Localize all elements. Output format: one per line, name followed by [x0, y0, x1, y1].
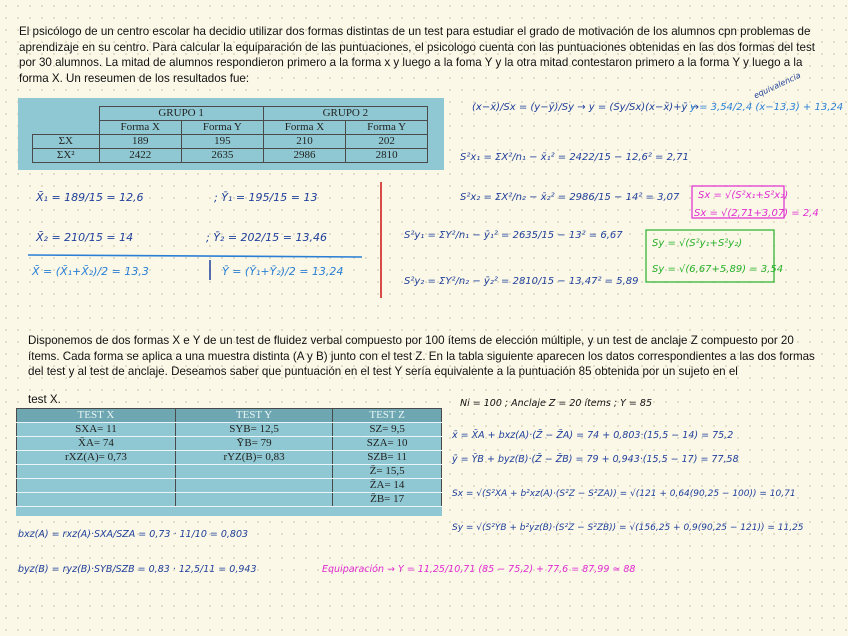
cell [175, 493, 332, 507]
cell: 2986 [263, 149, 346, 163]
var-x2: S²x₂ = ΣX²/n₂ − x̄₂² = 2986/15 − 14² = 3,07 [460, 192, 680, 203]
cell: rXZ(A)= 0,73 [17, 451, 176, 465]
equating-result: y = 3,54/2,4 (x−13,3) + 13,24 [690, 102, 844, 113]
test-header: TEST Y [175, 409, 332, 423]
cell: SXA= 11 [17, 423, 176, 437]
equating-formula: (x−x̄)/Sx = (y−ȳ)/Sy → y = (Sy/Sx)(x−x̄)+ȳ → [472, 102, 700, 113]
test-header: TEST Z [333, 409, 442, 423]
group-header: GRUPO 2 [263, 107, 427, 121]
test-header: TEST X [17, 409, 176, 423]
table-row [17, 479, 442, 493]
mean-y1: ; Ȳ₁ = 195/15 = 13 [214, 191, 318, 204]
var-y2: S²y₂ = ΣY²/n₂ − ȳ₂² = 2810/15 − 13,47² = 5,89 [404, 276, 639, 287]
tucker-mean-x: x̄ = X̄A + bxz(A)·(Z̄ − Z̄A) = 74 + 0,803·(15,5 − 14) = 75,2 [452, 430, 734, 441]
tucker-sy: Sy = √(S²YB + b²yz(B)·(S²Z − S²ZB)) = √(156,25 + 0,9(90,25 − 121)) = 11,25 [452, 523, 804, 533]
cell: ȲB= 79 [175, 437, 332, 451]
table-row [17, 437, 442, 451]
mean-y2: ; Ȳ₂ = 202/15 = 13,46 [206, 231, 327, 244]
cell: SZ= 9,5 [333, 423, 442, 437]
cell [17, 465, 176, 479]
cell [17, 493, 176, 507]
table-tests [16, 408, 442, 516]
cell: 189 [99, 135, 182, 149]
given-values: Ni = 100 ; Anclaje Z = 20 ítems ; Y = 85 [460, 398, 652, 409]
cell: 210 [263, 135, 346, 149]
tests-table [16, 408, 442, 507]
mean-y: Ȳ = (Ȳ₁+Ȳ₂)/2 = 13,24 [222, 265, 344, 278]
cell: Z̄B= 17 [333, 493, 442, 507]
mean-x2: X̄₂ = 210/15 = 14 [36, 231, 134, 244]
byz: byz(B) = ryz(B)·SYB/SZB = 0,83 · 12,5/11 = 0,943 [18, 564, 257, 575]
cell [17, 479, 176, 493]
cell: 195 [182, 135, 264, 149]
tucker-mean-y: ȳ = ȲB + byz(B)·(Z̄ − Z̄B) = 79 + 0,943·(15,5 − 17) = 77,58 [452, 454, 739, 465]
row-label: ΣX [33, 135, 100, 149]
tucker-sx: Sx = √(S²XA + b²xz(A)·(S²Z − S²ZA)) = √(121 + 0,64(90,25 − 100)) = 10,71 [452, 489, 796, 499]
var-x1: S²x₁ = ΣX²/n₁ − x̄₁² = 2422/15 − 12,6² = 2,71 [460, 152, 689, 163]
sy-value: Sy = √(6,67+5,89) = 3,54 [652, 264, 784, 275]
cell: 2422 [99, 149, 182, 163]
mean-x1: X̄₁ = 189/15 = 12,6 [36, 191, 144, 204]
cell: SYB= 12,5 [175, 423, 332, 437]
cell: Z̄A= 14 [333, 479, 442, 493]
group-header: GRUPO 1 [99, 107, 263, 121]
var-y1: S²y₁ = ΣY²/n₁ − ȳ₁² = 2635/15 − 13² = 6,67 [404, 230, 623, 241]
sy-formula: Sy = √(S²y₁+S²y₂) [652, 238, 743, 249]
sx-value: Sx = √(2,71+3,07) = 2,4 [694, 208, 819, 219]
sub-header: Forma Y [346, 121, 428, 135]
table-row [17, 451, 442, 465]
blue-underline [28, 255, 362, 257]
cell: SZA= 10 [333, 437, 442, 451]
sub-header: Forma X [263, 121, 346, 135]
cell: 202 [346, 135, 428, 149]
table-row [17, 493, 442, 507]
table-row [17, 423, 442, 437]
problem2-tail: test X. [28, 393, 61, 406]
table-row [17, 465, 442, 479]
cell: rYZ(B)= 0,83 [175, 451, 332, 465]
sx-formula: Sx = √(S²x₁+S²x₂) [698, 190, 789, 201]
equiparacion: Equiparación → Y = 11,25/10,71 (85 − 75,2) + 77,6 = 87,99 ≃ 88 [322, 564, 636, 575]
bxz: bxz(A) = rxz(A)·SXA/SZA = 0,73 · 11/10 = 0,803 [18, 529, 249, 540]
cell: Z̄= 15,5 [333, 465, 442, 479]
cell [175, 479, 332, 493]
sub-header: Forma Y [182, 121, 264, 135]
side-note: equivalencia [752, 70, 803, 101]
cell: 2810 [346, 149, 428, 163]
cell: X̄A= 74 [17, 437, 176, 451]
cell: 2635 [182, 149, 264, 163]
mean-x: X̄ = (X̄₁+X̄₂)/2 = 13,3 [32, 265, 149, 278]
row-label: ΣX² [33, 149, 100, 163]
intro-paragraph: El psicólogo de un centro escolar ha decidio utilizar dos formas distintas de un test para estudiar el grado de motivación de los alumnos cpn problemas de aprendizaje en su centro. Para calcular la equiparación de las puntuaciones, el psicologo cuenta con las puntuaciones obtenidas en las dos formas del test por 30 alumnos. La mitad de alumnos respondieron primero a la forma x y luego a la foma Y y la otra mitad contestaron primero a la forma Y y luego a la forma X. Un reseumen de los resultados fue: [19, 25, 815, 85]
problem2-paragraph: Disponemos de dos formas X e Y de un test de fluidez verbal compuesto por 100 ítems de elección múltiple, y un test de anclaje Z compuesto por 20 ítems. Cada forma se aplica a una muestra distinta (A y B) junto con el test Z. En la tabla siguiente aparecen los datos correspondientes a las dos formas del test y al test de anclaje. Deseamos saber que puntuación en el test Y sería equivalente a la puntuación 85 obtenida por un sujeto en el [28, 334, 815, 378]
cell: SZB= 11 [333, 451, 442, 465]
sub-header: Forma X [99, 121, 182, 135]
cell [175, 465, 332, 479]
